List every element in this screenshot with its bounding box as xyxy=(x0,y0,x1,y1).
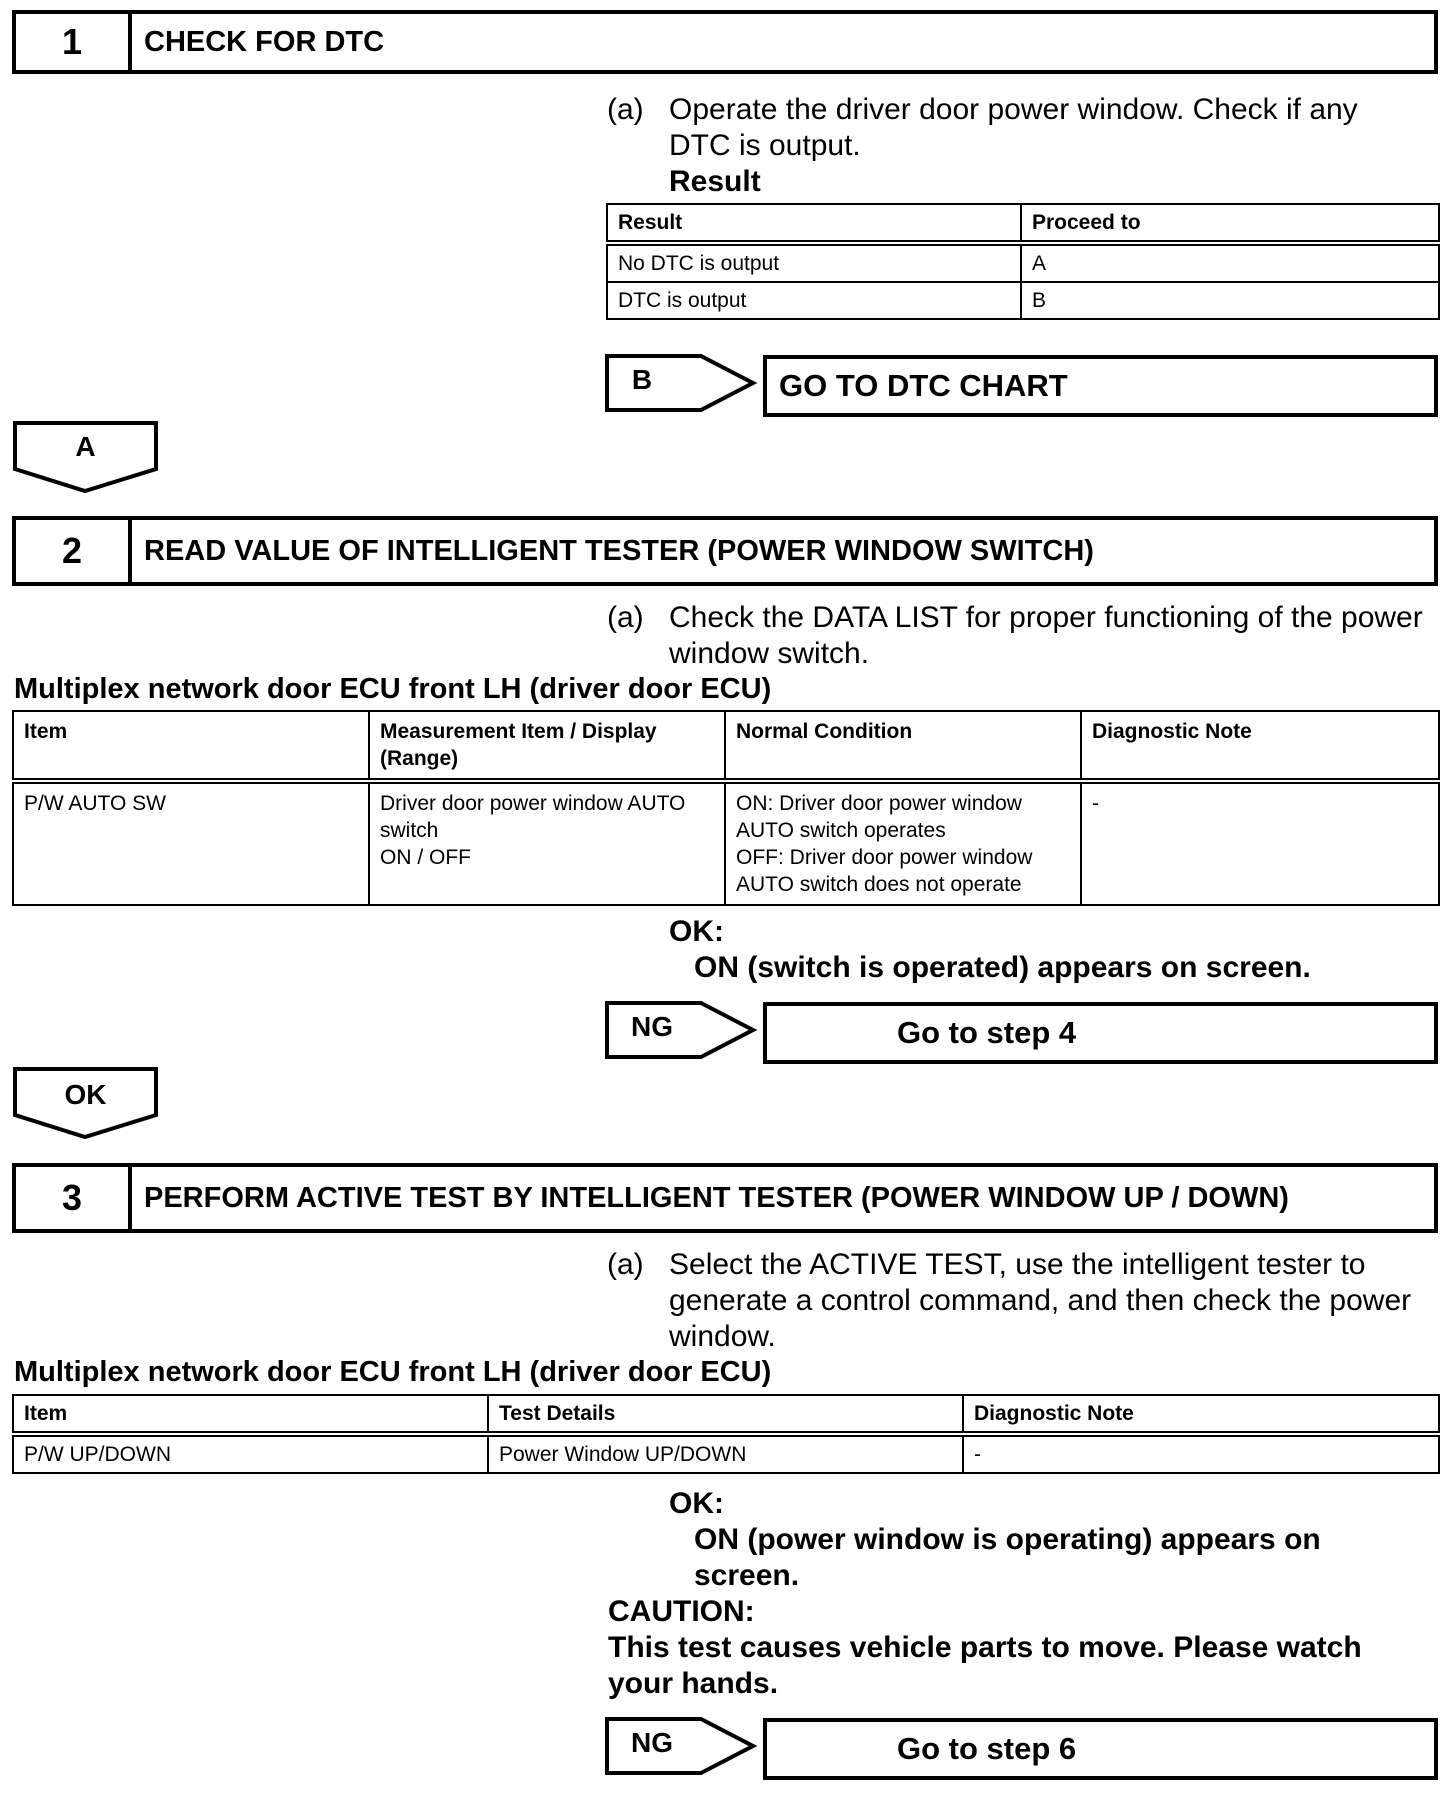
cell-line: AUTO switch does not operate xyxy=(736,873,1022,896)
step-number: 3 xyxy=(16,1167,132,1229)
cell-line: switch xyxy=(380,819,439,842)
table-cell xyxy=(13,781,369,905)
branch-label: NG xyxy=(631,1011,673,1042)
cell-line: P/W AUTO SW xyxy=(24,792,166,815)
table-cell xyxy=(369,781,725,905)
continue-label: OK xyxy=(64,1079,107,1110)
column-header xyxy=(1081,711,1439,781)
table-cell: - xyxy=(963,1434,1439,1473)
cell-line: Driver door power window AUTO xyxy=(380,792,686,815)
step-3-header xyxy=(12,1163,1438,1233)
ok-condition: ON (power window is operating) appears on xyxy=(694,1523,1321,1556)
branch-label: NG xyxy=(631,1727,673,1758)
instruction-label: (a) xyxy=(607,601,644,634)
table-cell xyxy=(725,781,1081,905)
table-row xyxy=(607,282,1439,319)
table-cell: No DTC is output xyxy=(607,243,1021,282)
caution-text: This test causes vehicle parts to move. Please watch xyxy=(608,1631,1362,1664)
table-cell xyxy=(1081,781,1439,905)
table-row xyxy=(607,243,1439,282)
table-cell: Power Window UP/DOWN xyxy=(488,1434,963,1473)
cell-line: OFF: Driver door power window xyxy=(736,846,1033,869)
cell-line: ON: Driver door power window xyxy=(736,792,1022,815)
step-1-header xyxy=(12,10,1438,74)
column-header xyxy=(369,711,725,781)
step-2-instruction xyxy=(607,600,1447,680)
instruction-label: (a) xyxy=(607,1248,644,1281)
table-cell: A xyxy=(1021,243,1439,282)
step-number: 2 xyxy=(16,520,132,582)
table-header-row xyxy=(13,1395,1439,1434)
table-cell: B xyxy=(1021,282,1439,319)
instruction-line: Operate the driver door power window. Check if any xyxy=(669,93,1358,126)
table-title: Multiplex network door ECU front LH (driver door ECU) xyxy=(14,1356,772,1388)
header-line: Normal Condition xyxy=(736,720,913,743)
branch-target: Go to step 6 xyxy=(897,1731,1077,1766)
cell-line: AUTO switch operates xyxy=(736,819,946,842)
table-header-row xyxy=(607,204,1439,243)
result-heading: Result xyxy=(669,165,761,198)
header-line: Measurement Item / Display xyxy=(380,720,657,743)
active-test-table xyxy=(12,1394,1440,1474)
column-header: Diagnostic Note xyxy=(963,1395,1439,1434)
header-line: (Range) xyxy=(380,747,459,770)
result-table xyxy=(606,203,1440,320)
step-number: 1 xyxy=(16,14,132,70)
instruction-line: generate a control command, and then check the power xyxy=(669,1284,1412,1317)
ok-label: OK: xyxy=(669,915,724,948)
ok-condition: ON (switch is operated) appears on screen. xyxy=(694,951,1311,984)
go-to-step-6-box xyxy=(763,1718,1438,1780)
step-2-header xyxy=(12,516,1438,586)
continue-label: A xyxy=(75,431,96,462)
instruction-line: Select the ACTIVE TEST, use the intelligent tester to xyxy=(669,1248,1366,1281)
branch-target: Go to step 4 xyxy=(897,1015,1077,1050)
header-line: Item xyxy=(24,720,68,743)
branch-target: GO TO DTC CHART xyxy=(779,368,1068,403)
instruction-line: Check the DATA LIST for proper functioning of the power xyxy=(669,601,1423,634)
column-header xyxy=(13,711,369,781)
step-1-instruction xyxy=(607,92,1447,172)
column-header: Item xyxy=(13,1395,488,1434)
column-header: Proceed to xyxy=(1021,204,1439,243)
cell-line: - xyxy=(1092,792,1099,815)
column-header xyxy=(725,711,1081,781)
step-3-instruction xyxy=(607,1247,1447,1363)
table-row xyxy=(13,781,1439,905)
instruction-line: DTC is output. xyxy=(669,129,861,162)
column-header: Result xyxy=(607,204,1021,243)
go-to-dtc-chart-box xyxy=(763,355,1438,417)
caution-label: CAUTION: xyxy=(608,1595,755,1628)
data-list-table xyxy=(12,710,1440,906)
step-title: READ VALUE OF INTELLIGENT TESTER (POWER WINDOW SWITCH) xyxy=(144,534,1094,567)
ok-condition: screen. xyxy=(694,1559,800,1592)
table-row xyxy=(13,1434,1439,1473)
header-line: Diagnostic Note xyxy=(1092,720,1252,743)
instruction-line: window. xyxy=(669,1320,776,1353)
table-cell: P/W UP/DOWN xyxy=(13,1434,488,1473)
step-title: CHECK FOR DTC xyxy=(144,25,385,58)
branch-label: B xyxy=(631,364,653,395)
table-cell: DTC is output xyxy=(607,282,1021,319)
column-header: Test Details xyxy=(488,1395,963,1434)
step-title: PERFORM ACTIVE TEST BY INTELLIGENT TESTER (POWER WINDOW UP / DOWN) xyxy=(144,1181,1289,1214)
instruction-line: window switch. xyxy=(669,637,870,670)
go-to-step-4-box xyxy=(763,1002,1438,1064)
caution-text: your hands. xyxy=(608,1667,779,1700)
table-header-row xyxy=(13,711,1439,781)
instruction-label: (a) xyxy=(607,93,644,126)
cell-line: ON / OFF xyxy=(380,846,471,869)
table-title: Multiplex network door ECU front LH (driver door ECU) xyxy=(14,673,772,705)
ok-label: OK: xyxy=(669,1487,724,1520)
